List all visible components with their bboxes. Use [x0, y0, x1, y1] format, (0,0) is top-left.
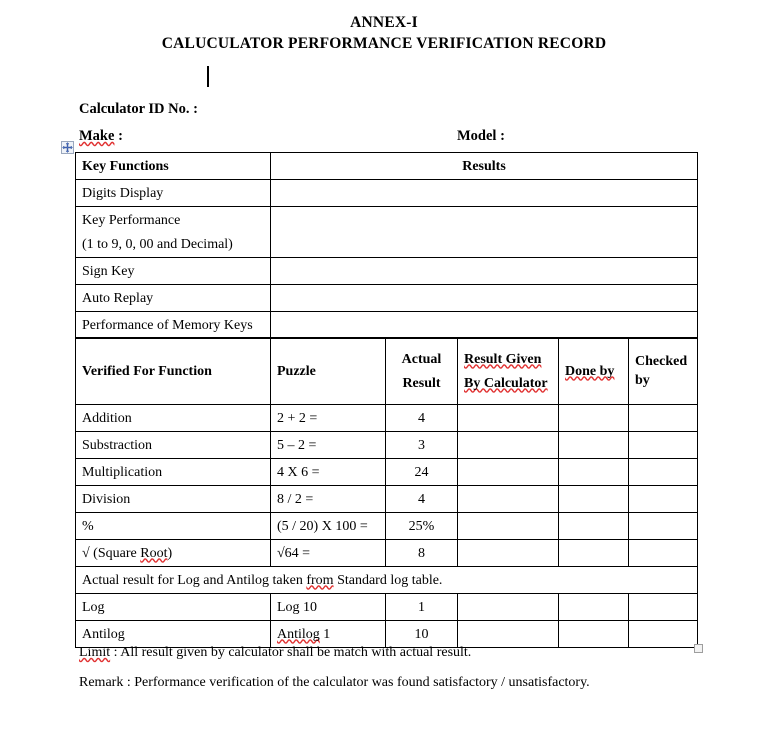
cell-function-prefix: √ (Square — [82, 545, 141, 561]
cell-puzzle: √64 = — [271, 540, 386, 567]
text-caret — [207, 66, 209, 87]
cell-function: Antilog — [76, 621, 271, 648]
cell-key-function-sublabel: (1 to 9, 0, 00 and Decimal) — [82, 236, 233, 252]
header-actual-result-line1: Actual — [401, 351, 442, 367]
table-header-row — [76, 338, 698, 405]
cell-key-function-label: Key Performance — [82, 212, 181, 228]
make-label — [79, 128, 123, 144]
cell-result-given[interactable] — [458, 432, 559, 459]
remark-note: Remark : Performance verification of the calculator was found satisfactory / unsatisfactory. — [79, 675, 590, 690]
cell-key-function: Performance of Memory Keys — [76, 312, 271, 339]
header-actual-result — [386, 338, 458, 405]
header-verified-for-function: Verified For Function — [76, 338, 271, 405]
cell-done-by[interactable] — [559, 459, 629, 486]
table-row[interactable] — [76, 594, 698, 621]
cell-function — [76, 540, 271, 567]
cell-puzzle-tail: 1 — [319, 626, 331, 642]
cell-result[interactable] — [271, 207, 698, 258]
make-model-field-row[interactable] — [79, 128, 719, 155]
cell-key-function — [76, 207, 271, 258]
cell-result-given[interactable] — [458, 513, 559, 540]
table-row-square-root[interactable] — [76, 540, 698, 567]
calculator-id-label: Calculator ID No. : — [79, 101, 198, 117]
cell-actual-result: 24 — [386, 459, 458, 486]
note-text-after: Standard log table. — [333, 572, 443, 588]
cell-result-given[interactable] — [458, 594, 559, 621]
table-row[interactable] — [76, 459, 698, 486]
document-title-block — [0, 0, 768, 54]
cell-done-by[interactable] — [559, 513, 629, 540]
header-done-by — [559, 338, 629, 405]
cell-actual-result: 8 — [386, 540, 458, 567]
limit-label: Limit — [79, 645, 111, 660]
cell-puzzle: (5 / 20) X 100 = — [271, 513, 386, 540]
cell-result[interactable] — [271, 258, 698, 285]
header-result-given-line1: Result Given — [464, 351, 542, 367]
table-row[interactable] — [76, 405, 698, 432]
cell-checked-by[interactable] — [629, 486, 698, 513]
cell-key-function: Sign Key — [76, 258, 271, 285]
cell-done-by[interactable] — [559, 540, 629, 567]
note-text-before: Actual result for Log and Antilog taken — [82, 572, 307, 588]
header-result-given-by-calculator — [458, 338, 559, 405]
cell-key-function: Digits Display — [76, 180, 271, 207]
cell-key-function: Auto Replay — [76, 285, 271, 312]
model-label: Model : — [457, 128, 505, 144]
key-functions-table — [75, 152, 698, 339]
cell-function: Log — [76, 594, 271, 621]
note-text-sq: from — [306, 572, 334, 588]
cell-done-by[interactable] — [559, 432, 629, 459]
cell-result[interactable] — [271, 285, 698, 312]
header-checked-by-line2: by — [635, 373, 650, 388]
footer-notes — [79, 643, 719, 703]
cell-checked-by[interactable] — [629, 513, 698, 540]
table-header-row — [76, 153, 698, 180]
table-row[interactable] — [76, 207, 698, 258]
verification-table — [75, 337, 698, 648]
cell-actual-result: 4 — [386, 486, 458, 513]
cell-done-by[interactable] — [559, 486, 629, 513]
cell-done-by[interactable] — [559, 594, 629, 621]
make-colon: : — [114, 128, 123, 144]
cell-checked-by[interactable] — [629, 432, 698, 459]
cell-checked-by[interactable] — [629, 405, 698, 432]
table-move-handle-icon[interactable] — [61, 141, 74, 154]
cell-checked-by[interactable] — [629, 594, 698, 621]
table-row[interactable] — [76, 513, 698, 540]
header-actual-result-line2: Result — [402, 375, 441, 391]
cell-function-sq: Root — [140, 545, 168, 561]
cell-function: Division — [76, 486, 271, 513]
annex-label: ANNEX-I — [350, 14, 418, 31]
cell-puzzle: 4 X 6 = — [271, 459, 386, 486]
cell-result-given[interactable] — [458, 405, 559, 432]
cell-actual-result: 4 — [386, 405, 458, 432]
cell-checked-by[interactable] — [629, 459, 698, 486]
cell-puzzle: 8 / 2 = — [271, 486, 386, 513]
cell-puzzle: 2 + 2 = — [271, 405, 386, 432]
page-title: CALUCULATOR PERFORMANCE VERIFICATION RECORD — [161, 35, 607, 52]
header-checked-by-line1: Checked — [635, 354, 688, 369]
table-row[interactable] — [76, 285, 698, 312]
cell-result-given[interactable] — [458, 486, 559, 513]
move-cross-icon — [62, 142, 73, 153]
cell-result-given[interactable] — [458, 540, 559, 567]
table-row[interactable] — [76, 432, 698, 459]
header-done-by-text: Done by — [565, 363, 615, 379]
header-puzzle: Puzzle — [271, 338, 386, 405]
table-row[interactable] — [76, 258, 698, 285]
cell-function: % — [76, 513, 271, 540]
cell-checked-by[interactable] — [629, 540, 698, 567]
cell-function: Addition — [76, 405, 271, 432]
header-results: Results — [271, 153, 698, 180]
cell-function-suffix: ) — [167, 545, 173, 561]
calculator-id-field[interactable] — [79, 101, 719, 128]
header-fields — [79, 101, 719, 155]
header-checked-by — [629, 338, 698, 405]
cell-actual-result: 10 — [386, 621, 458, 648]
limit-text: : All result given by calculator shall be match with actual result. — [110, 645, 472, 660]
table-row[interactable] — [76, 180, 698, 207]
cell-actual-result: 3 — [386, 432, 458, 459]
cell-result[interactable] — [271, 312, 698, 339]
cell-actual-result: 25% — [386, 513, 458, 540]
cell-puzzle: Log 10 — [271, 594, 386, 621]
make-label-text: Make — [79, 128, 115, 144]
cell-puzzle-sq: Antilog — [277, 626, 320, 642]
cell-puzzle: 5 – 2 = — [271, 432, 386, 459]
limit-note — [79, 643, 719, 662]
header-key-functions: Key Functions — [76, 153, 271, 180]
cell-actual-result: 1 — [386, 594, 458, 621]
table-row-log-note — [76, 567, 698, 594]
cell-log-antilog-note — [76, 567, 698, 594]
table-row[interactable] — [76, 486, 698, 513]
cell-function: Substraction — [76, 432, 271, 459]
cell-result[interactable] — [271, 180, 698, 207]
cell-done-by[interactable] — [559, 405, 629, 432]
table-row[interactable] — [76, 312, 698, 339]
cell-result-given[interactable] — [458, 459, 559, 486]
header-result-given-line2: By Calculator — [464, 375, 548, 391]
cell-function: Multiplication — [76, 459, 271, 486]
